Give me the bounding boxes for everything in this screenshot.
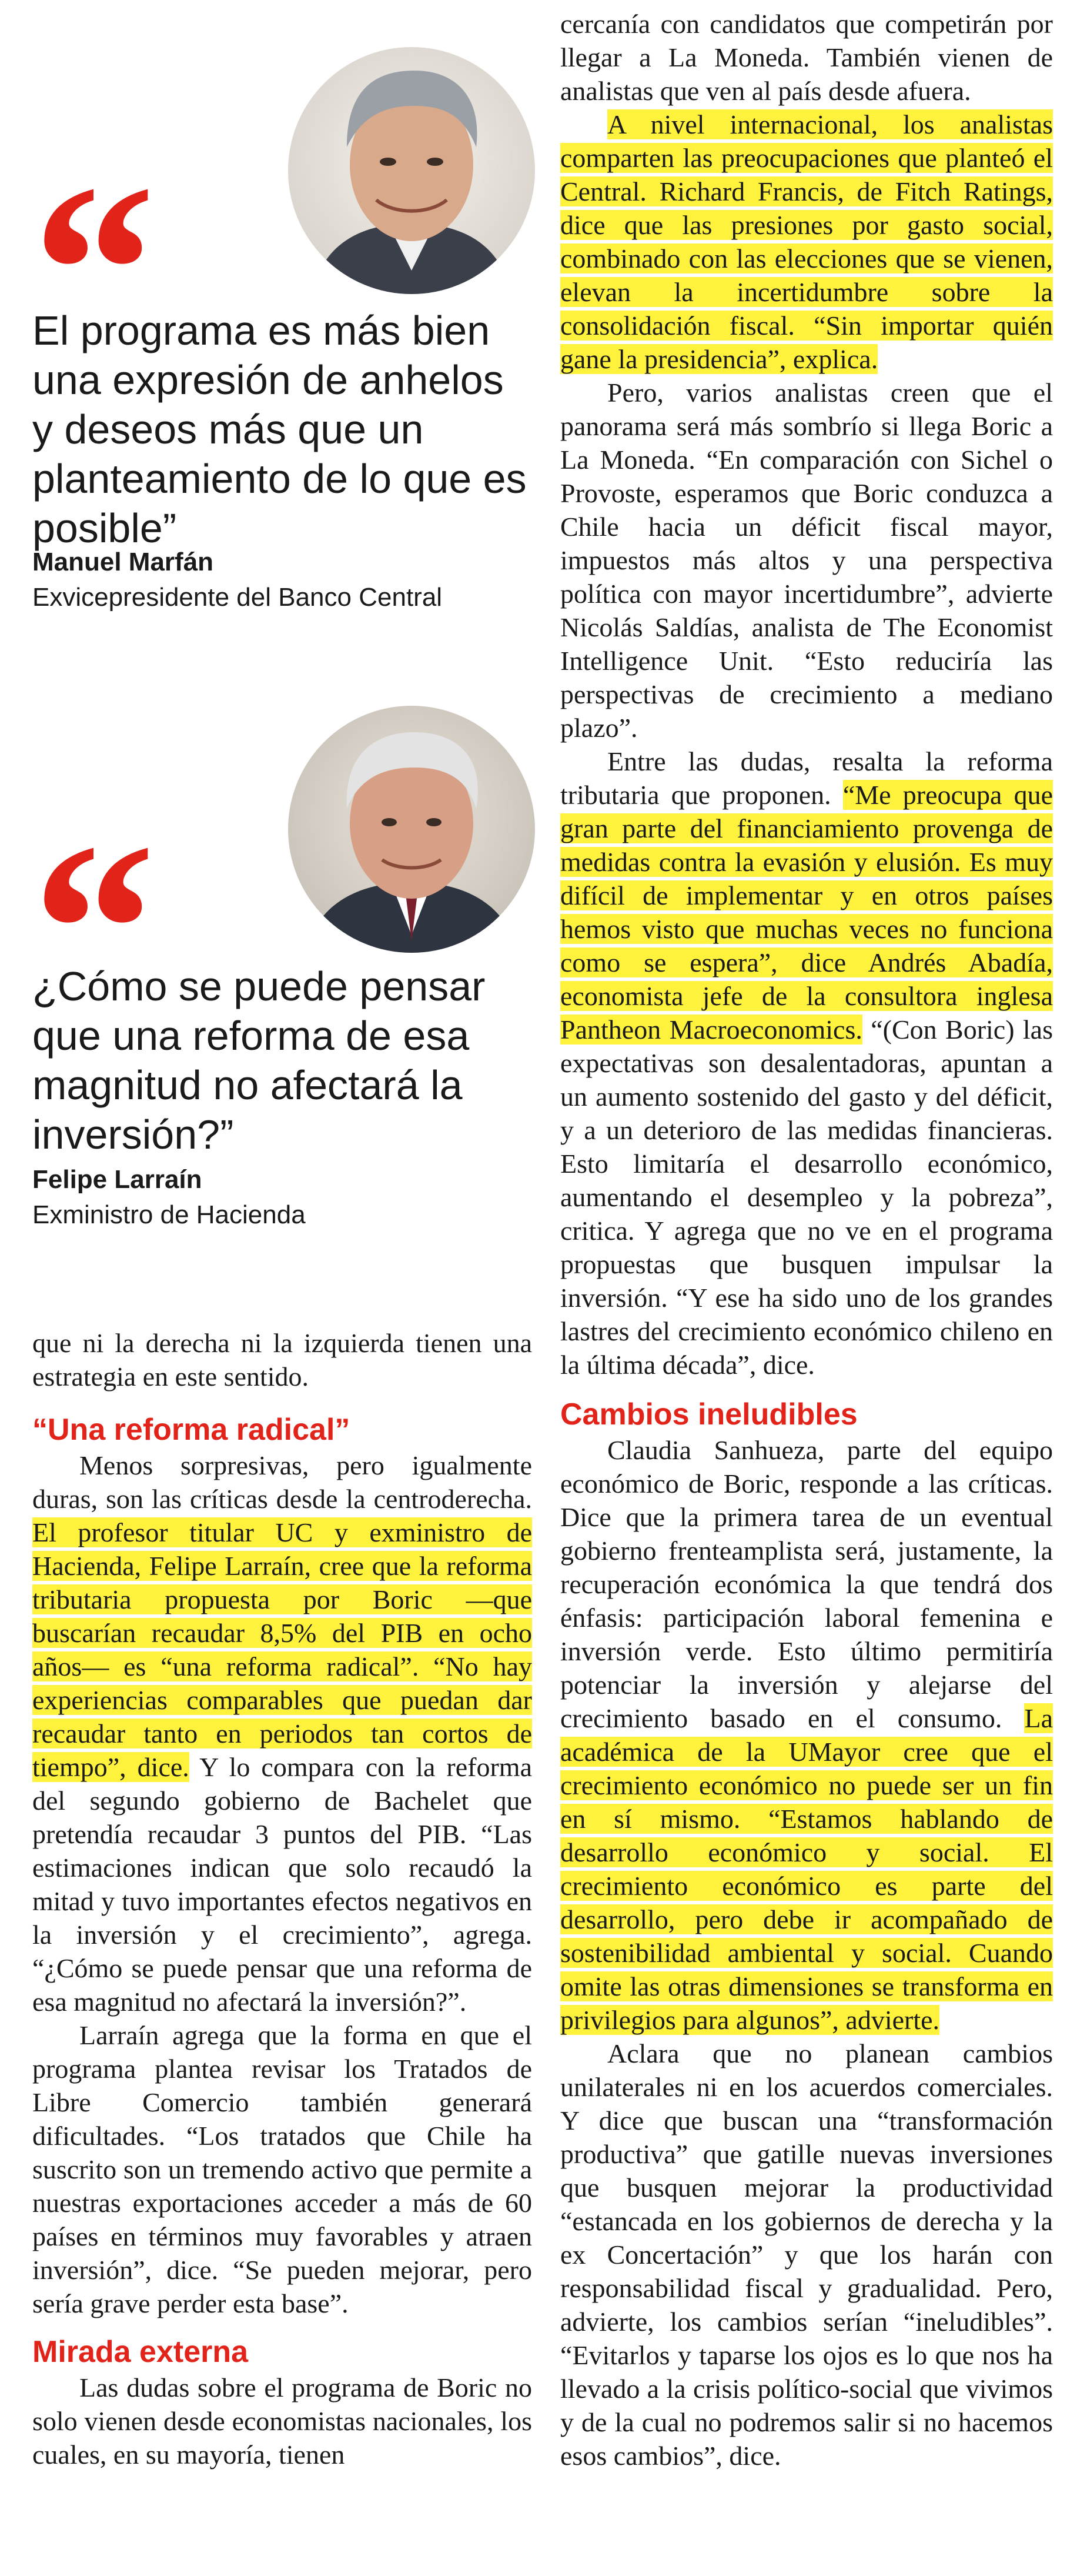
right-body bbox=[560, 7, 1053, 2472]
open-quote-icon: “ bbox=[32, 792, 156, 1066]
paragraph-text: “(Con Boric) las expectativas son desalentadoras, apuntan a un aumento sostenido del gasto y del déficit, y a un deterioro de las medidas financieras. Esto limitaría el desarrollo económico, aumentando el desempleo y la pobreza”, critica. Y agrega que no ve en el programa propuestas que busquen impulsar la inversión. “Y ese ha sido uno de los grandes lastres del crecimiento económico chileno en la última década”, dice. bbox=[560, 1015, 1053, 1380]
paragraph bbox=[560, 745, 1053, 1382]
paragraph bbox=[32, 1449, 532, 2018]
highlighted-text: El profesor titular UC y exministro de Hacienda, Felipe Larraín, cree que la reforma tributaria propuesta por Boric —que buscarían recaudar 8,5% del PIB en ocho años— es “una reforma radical”. “No hay experiencias comparables que puedan dar recaudar tanto en periodos tan cortos de tiempo”, dice. bbox=[32, 1517, 532, 1782]
portrait-marfan bbox=[288, 47, 535, 294]
paragraph: Aclara que no planean cambios unilaterales ni en los acuerdos comerciales. Y dice que buscan una “transformación productiva” que gatille nuevas inversiones que busquen mejorar la productividad “estancada en los gobiernos de derecha y la ex Concertación” y que los harán con responsabilidad fiscal y gradualidad. Pero, advierte, los cambios serían “ineludibles”. “Evitarlos y taparse los ojos es lo que nos ha llevado a la crisis político-social que vivimos y de la cual no podremos salir si no hacemos esos cambios”, dice. bbox=[560, 2038, 1053, 2471]
open-quote-icon: “ bbox=[32, 134, 156, 407]
portrait-larrain bbox=[288, 706, 535, 953]
subheading-cambios-ineludibles: Cambios ineludibles bbox=[560, 1397, 858, 1432]
highlighted-text: La académica de la UMayor cree que el crecimiento económico no puede ser un fin en sí mismo. “Estamos hablando de desarrollo económico y social. El crecimiento económico es parte del desarrollo, pero debe ir acompañado de sostenibilidad ambiental y social. Cuando omite las otras dimensiones se transforma en privilegios para algunos”, advierte. bbox=[560, 1703, 1053, 2035]
paragraph-text: Y lo compara con la reforma del segundo gobierno de Bachelet que pretendía recaudar 3 puntos del PIB. “Las estimaciones indican que solo recaudó la mitad y tuvo importantes efectos negativos en la inversión y el crecimiento”, agrega. “¿Cómo se puede pensar que una reforma de esa magnitud no afectará la inversión?”. bbox=[32, 1752, 532, 2017]
paragraph-text: Menos sorpresivas, pero igualmente duras, son las críticas desde la centroderecha. bbox=[32, 1450, 532, 1514]
subheading-reforma-radical: “Una reforma radical” bbox=[32, 1413, 350, 1447]
quote-1-name: Manuel Marfán bbox=[32, 548, 214, 576]
paragraph: cercanía con candidatos que competirán por llegar a La Moneda. También vienen de analistas que ven al país desde afuera. bbox=[560, 9, 1053, 106]
subheading-mirada-externa: Mirada externa bbox=[32, 2335, 249, 2369]
quote-2-name: Felipe Larraín bbox=[32, 1165, 202, 1194]
paragraph bbox=[560, 1433, 1053, 2037]
paragraph: que ni la derecha ni la izquierda tienen una estrategia en este sentido. bbox=[32, 1328, 532, 1392]
paragraph-text: Entre las dudas, resalta la reforma tributaria que proponen. bbox=[560, 746, 1053, 810]
paragraph-text: Claudia Sanhueza, parte del equipo económico de Boric, responde a las críticas. Dice que la primera tarea de un eventual gobierno frenteamplista será, justamente, la recuperación económica la que tendrá dos énfasis: participación laboral femenina e inversión verde. Esto último permitiría potenciar la inversión y alejarse del crecimiento basado en el consumo. bbox=[560, 1435, 1053, 1733]
paragraph bbox=[560, 108, 1053, 376]
paragraph: Larraín agrega que la forma en que el programa plantea revisar los Tratados de Libre Comercio también generará dificultades. “Los tratados que Chile ha suscrito son un tremendo activo que permite a nuestras exportaciones acceder a más de 60 países en términos muy favorables y atraen inversión”, dice. “Se pueden mejorar, pero sería grave perder esta base”. bbox=[32, 2020, 532, 2318]
highlighted-text: “Me preocupa que gran parte del financiamiento provenga de medidas contra la evasión y elusión. Es muy difícil de implementar y en otros países hemos visto que muchas veces no funciona como se espera”, dice Andrés Abadía, economista jefe de la consultora inglesa Pantheon Macroeconomics. bbox=[560, 780, 1053, 1045]
quote-2-text: ¿Cómo se puede pensar que una reforma de esa magnitud no afectará la inversión?” bbox=[32, 963, 486, 1157]
paragraph: Las dudas sobre el programa de Boric no solo vienen desde economistas nacionales, los cuales, en su mayoría, tienen bbox=[32, 2373, 532, 2470]
quote-2-role: Exministro de Hacienda bbox=[32, 1200, 306, 1229]
paragraph: Pero, varios analistas creen que el panorama será más sombrío si llega Boric a La Moneda. “En comparación con Sichel o Provoste, esperamos que Boric conduzca a Chile hacia un déficit fiscal mayor, impuestos más altos y una perspectiva política con mayor incertidumbre”, advierte Nicolás Saldías, analista de The Economist Intelligence Unit. “Esto reduciría las perspectivas de crecimiento a mediano plazo”. bbox=[560, 378, 1053, 743]
quote-1-text: El programa es más bien una expresión de anhelos y deseos más que un planteamiento de lo que es posible” bbox=[32, 308, 527, 551]
highlighted-text: A nivel internacional, los analistas comparten las preocupaciones que planteó el Central. Richard Francis, de Fitch Ratings, dice que las presiones por gasto social, combinado con las elecciones que se vienen, elevan la incertidumbre sobre la consolidación fiscal. “Sin importar quién gane la presidencia”, explica. bbox=[560, 109, 1053, 374]
left-body bbox=[32, 1326, 532, 2471]
quote-1-role: Exvicepresidente del Banco Central bbox=[32, 583, 443, 612]
